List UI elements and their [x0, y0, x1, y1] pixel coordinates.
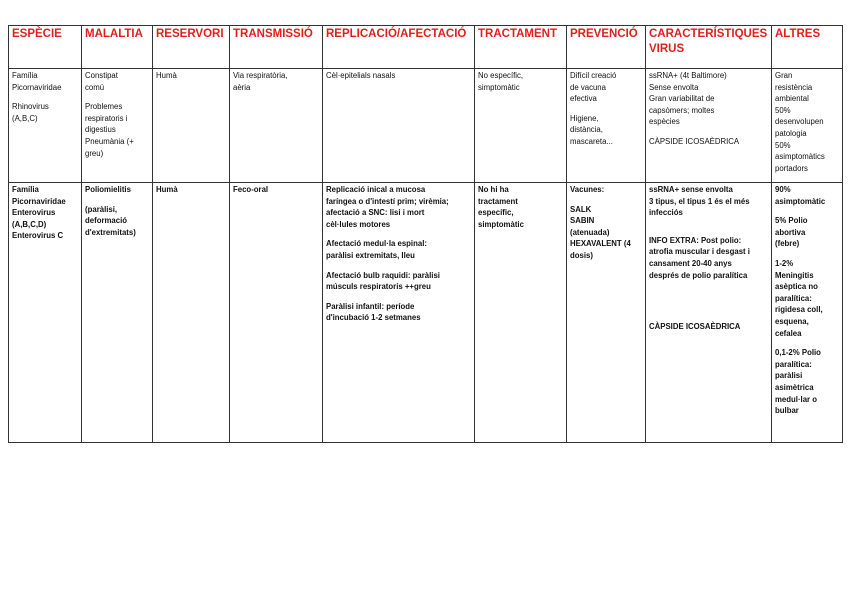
cell-line: Cèl·epitelials nasals — [326, 71, 396, 80]
cell-line: esquena, — [775, 316, 809, 326]
cell-line: 1-2% — [775, 258, 794, 268]
cell-line: Feco-oral — [233, 185, 269, 194]
header-especie: ESPÈCIE — [9, 26, 82, 69]
cell-line: capsòmers; moltes — [649, 105, 715, 115]
cell-line — [649, 128, 768, 136]
cell-line — [649, 297, 768, 305]
cell-line — [326, 230, 471, 238]
cell-line — [85, 93, 149, 101]
cell-replicacio — [323, 69, 475, 183]
cell-line: asimptomàtic — [775, 196, 826, 206]
cell-line: (A,B,C,D) — [12, 219, 47, 229]
cell-line: Família — [12, 185, 39, 194]
cell-line: 0,1-2% Polio — [775, 348, 821, 358]
cell-prevencio — [567, 183, 646, 443]
cell-reservori — [153, 69, 230, 183]
cell-line: Picornaviridae — [12, 82, 62, 92]
cell-line: (febre) — [775, 239, 800, 249]
cell-line — [570, 105, 642, 113]
cell-line: Sense envolta — [649, 82, 699, 92]
cell-line: Humà — [156, 185, 178, 194]
cell-line: asimptomàtics — [775, 152, 825, 162]
cell-line: dosis) — [570, 250, 593, 260]
header-tractament: TRACTAMENT — [475, 26, 567, 69]
cell-line: Picornaviridae — [12, 196, 66, 206]
cell-line: paràlisi extremitats, lleu — [326, 250, 415, 260]
cell-line: (paràlisi, — [85, 204, 118, 214]
cell-line: espècies — [649, 117, 680, 127]
header-replicacio: REPLICACIÓ/AFECTACIÓ — [323, 26, 475, 69]
cell-line — [12, 93, 78, 101]
cell-line: Rhinovirus — [12, 102, 49, 112]
cell-line — [649, 305, 768, 313]
cell-line: CÀPSIDE ICOSAÈDRICA — [649, 322, 741, 332]
cell-line — [649, 219, 768, 227]
cell-line: 50% — [775, 105, 791, 115]
header-transmissio: TRANSMISSIÓ — [230, 26, 323, 69]
cell-line: distància, — [570, 125, 603, 135]
cell-line: resistència — [775, 82, 813, 92]
header-caracteristiques: CARACTERÍSTIQUES VIRUS — [646, 26, 772, 69]
cell-line: rigidesa coll, — [775, 305, 823, 315]
header-altres: ALTRES — [772, 26, 843, 69]
cell-line: Poliomielitis — [85, 185, 131, 194]
cell-caracteristiques — [646, 183, 772, 443]
cell-line: Enterovirus — [12, 208, 56, 218]
cell-line: ssRNA+ sense envolta — [649, 185, 733, 194]
cell-line: (atenuada) — [570, 227, 610, 237]
cell-line: paralítica: — [775, 359, 812, 369]
virus-table — [8, 25, 843, 443]
cell-malaltia — [82, 183, 153, 443]
cell-line: cansament 20-40 anys — [649, 258, 732, 268]
table-row — [9, 69, 843, 183]
cell-line: faríngea o d'intestí prim; virèmia; — [326, 196, 449, 206]
cell-line — [326, 262, 471, 270]
cell-line: Família — [12, 71, 38, 80]
cell-line: Afectació medul·la espinal: — [326, 239, 427, 249]
cell-line — [85, 196, 149, 204]
cell-tractament — [475, 69, 567, 183]
cell-line: afectació a SNC: lisi i mort — [326, 208, 425, 218]
cell-line: Difícil creació — [570, 71, 617, 80]
cell-line: 50% — [775, 140, 791, 150]
cell-line: Humà — [156, 71, 177, 80]
cell-replicacio — [323, 183, 475, 443]
cell-line: digestius — [85, 125, 116, 135]
cell-altres — [772, 183, 843, 443]
cell-line: específic, — [478, 208, 514, 218]
cell-line: cèl·lules motores — [326, 219, 391, 229]
cell-line: aèria — [233, 82, 251, 92]
cell-line: Vacunes: — [570, 185, 605, 194]
cell-line: SALK — [570, 204, 592, 214]
cell-line — [775, 339, 839, 347]
cell-line: (A,B,C) — [12, 113, 38, 123]
cell-line: músculs respiratoris ++greu — [326, 282, 431, 292]
cell-line: d'extremitats) — [85, 227, 136, 237]
cell-line: infecciós — [649, 208, 683, 218]
cell-line: asèptica no — [775, 282, 818, 292]
cell-transmissio — [230, 183, 323, 443]
cell-line — [775, 250, 839, 258]
cell-line: Replicació inical a mucosa — [326, 185, 426, 194]
cell-line: SABIN — [570, 216, 595, 226]
cell-line: Meningitis — [775, 270, 814, 280]
cell-line: Constipat — [85, 71, 118, 80]
cell-line: 5% Polio — [775, 216, 808, 226]
cell-caracteristiques — [646, 69, 772, 183]
cell-line: HEXAVALENT (4 — [570, 239, 631, 249]
cell-line: comú — [85, 82, 105, 92]
cell-line: Higiene, — [570, 113, 599, 123]
cell-malaltia — [82, 69, 153, 183]
cell-line: medul·lar o — [775, 394, 818, 404]
cell-line: mascareta... — [570, 136, 613, 146]
header-prevencio: PREVENCIÓ — [567, 26, 646, 69]
cell-line — [649, 289, 768, 297]
cell-line: patologia — [775, 128, 807, 138]
cell-transmissio — [230, 69, 323, 183]
cell-line: asimètrica — [775, 382, 814, 392]
cell-altres — [772, 69, 843, 183]
cell-line: bulbar — [775, 406, 799, 416]
cell-line — [649, 227, 768, 235]
cell-line: Afectació bulb raquidi: paràlisi — [326, 270, 440, 280]
cell-line: de vacuna — [570, 82, 606, 92]
cell-line: efectiva — [570, 94, 597, 104]
cell-line — [775, 207, 839, 215]
cell-line: desenvolupen — [775, 117, 824, 127]
table-row — [9, 183, 843, 443]
header-malaltia: MALALTIA — [82, 26, 153, 69]
cell-line — [570, 196, 642, 204]
cell-line: respiratoris i — [85, 113, 128, 123]
cell-line: ssRNA+ (4t Baltimore) — [649, 71, 727, 80]
cell-line — [649, 313, 768, 321]
cell-line: abortiva — [775, 227, 806, 237]
cell-line: després de polio paralítica — [649, 270, 748, 280]
cell-line: Gran variabilitat de — [649, 94, 715, 104]
cell-line: paralítica: — [775, 293, 812, 303]
cell-line: portadors — [775, 163, 808, 173]
header-row — [9, 26, 843, 69]
cell-line: cefalea — [775, 328, 802, 338]
cell-line: greu) — [85, 148, 104, 158]
cell-line: atrofia muscular i desgast i — [649, 247, 750, 257]
cell-line: No hi ha — [478, 185, 509, 194]
cell-line: Via respiratòria, — [233, 71, 288, 80]
cell-line: ambiental — [775, 94, 809, 104]
cell-tractament — [475, 183, 567, 443]
cell-especie — [9, 69, 82, 183]
cell-line: Problemes — [85, 102, 123, 112]
cell-line: paràlisi — [775, 371, 803, 381]
cell-reservori — [153, 183, 230, 443]
header-reservori: RESERVORI — [153, 26, 230, 69]
cell-line: CÀPSIDE ICOSAÈDRICA — [649, 136, 740, 146]
cell-prevencio — [567, 69, 646, 183]
cell-line: INFO EXTRA: Post polio: — [649, 235, 742, 245]
cell-line: Pneumània (+ — [85, 136, 134, 146]
cell-especie — [9, 183, 82, 443]
cell-line: d'incubació 1-2 setmanes — [326, 313, 421, 323]
cell-line: simptomàtic — [478, 219, 524, 229]
cell-line: deformació — [85, 216, 128, 226]
cell-line: Paràlisi infantil: període — [326, 301, 415, 311]
cell-line — [649, 281, 768, 289]
cell-line: 3 tipus, el tipus 1 és el més — [649, 196, 750, 206]
cell-line: tractament — [478, 196, 518, 206]
cell-line: Enterovirus C — [12, 231, 64, 241]
cell-line — [326, 293, 471, 301]
cell-line: Gran — [775, 71, 793, 80]
cell-line: No específic, — [478, 71, 524, 80]
cell-line: simptomàtic — [478, 82, 520, 92]
cell-line: 90% — [775, 185, 791, 194]
